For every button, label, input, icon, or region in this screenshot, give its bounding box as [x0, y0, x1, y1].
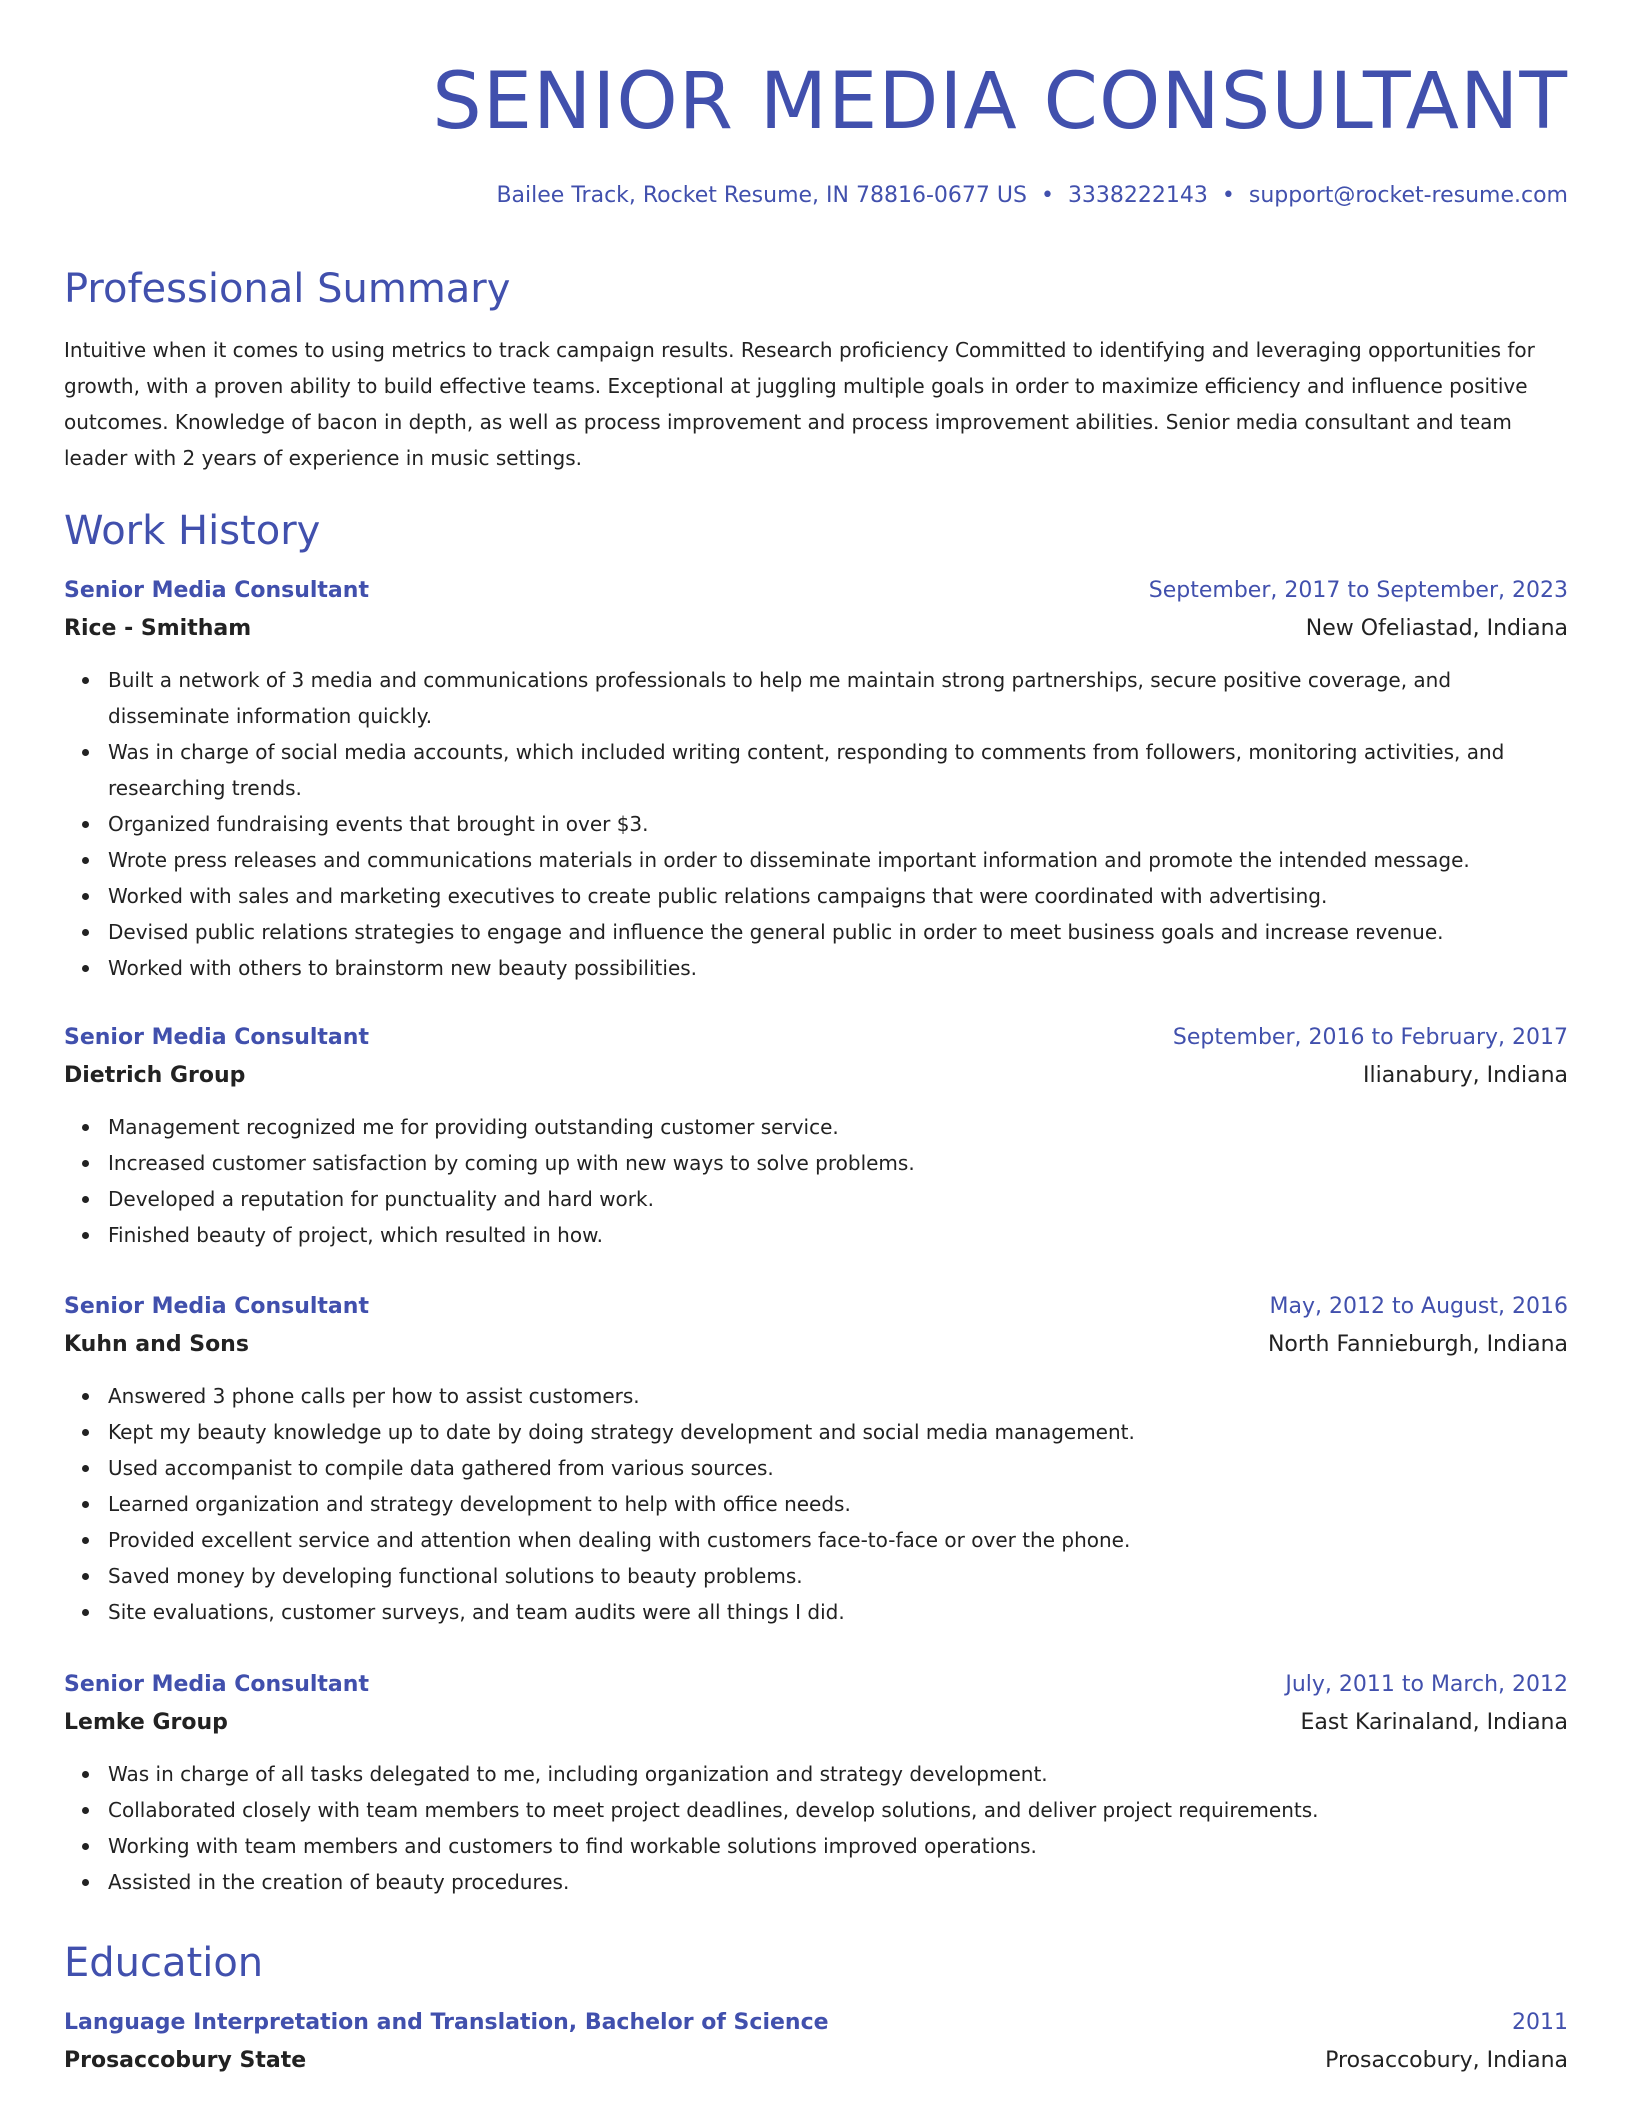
job-entry [64, 1019, 1568, 1253]
job-title: Senior Media Consultant [64, 1672, 369, 1697]
job-company-row [64, 1326, 1568, 1364]
education-entry [64, 2004, 1568, 2080]
job-header-row [64, 1288, 1568, 1326]
job-title: Senior Media Consultant [64, 1294, 369, 1319]
job-entry [64, 572, 1568, 986]
job-dates: May, 2012 to August, 2016 [1269, 1294, 1568, 1319]
job-company-row [64, 610, 1568, 648]
job-header-row [64, 1019, 1568, 1057]
job-company-row [64, 1057, 1568, 1095]
job-bullet: Organized fundraising events that brought in over $3. [108, 806, 1568, 842]
job-bullet: Saved money by developing functional solutions to beauty problems. [108, 1558, 1568, 1594]
job-entry [64, 1666, 1568, 1900]
job-bullet: Finished beauty of project, which resulted in how. [108, 1217, 1568, 1253]
job-company: Dietrich Group [64, 1063, 246, 1088]
job-bullet: Increased customer satisfaction by coming up with new ways to solve problems. [108, 1145, 1568, 1181]
job-bullet: Used accompanist to compile data gathered from various sources. [108, 1450, 1568, 1486]
education-heading: Education [64, 1940, 264, 1986]
job-location: New Ofeliastad, Indiana [1305, 616, 1568, 641]
education-year: 2011 [1512, 2010, 1568, 2035]
job-bullet: Worked with others to brainstorm new beauty possibilities. [108, 950, 1568, 986]
job-bullet: Developed a reputation for punctuality and hard work. [108, 1181, 1568, 1217]
contact-separator: • [1040, 183, 1054, 208]
resume-title: SENIOR MEDIA CONSULTANT [432, 57, 1568, 147]
job-bullet: Answered 3 phone calls per how to assist customers. [108, 1378, 1568, 1414]
job-bullet: Built a network of 3 media and communications professionals to help me maintain strong partnerships, secure positive coverage, and disseminate information quickly. [108, 662, 1568, 734]
job-bullet: Working with team members and customers to find workable solutions improved operations. [108, 1828, 1568, 1864]
job-company: Kuhn and Sons [64, 1332, 249, 1357]
job-bullet: Worked with sales and marketing executives to create public relations campaigns that were coordinated with advertising. [108, 878, 1568, 914]
contact-line [496, 180, 1568, 212]
summary-text: Intuitive when it comes to using metrics to track campaign results. Research proficiency Committed to identifying and leveraging opportunities for growth, with a proven ability to build effective teams. Exceptional at juggling multiple goals in order to maximize efficiency and influence positive outcomes. Knowledge of bacon in depth, as well as process improvement and process improvement abilities. Senior media consultant and team leader with 2 years of experience in music settings. [64, 338, 1535, 470]
job-dates: September, 2017 to September, 2023 [1148, 578, 1568, 603]
job-location: Ilianabury, Indiana [1363, 1063, 1568, 1088]
job-dates: July, 2011 to March, 2012 [1285, 1672, 1568, 1697]
job-bullet: Site evaluations, customer surveys, and team audits were all things I did. [108, 1594, 1568, 1630]
job-header-row [64, 1666, 1568, 1704]
job-location: North Fannieburgh, Indiana [1267, 1332, 1568, 1357]
job-bullet: Learned organization and strategy development to help with office needs. [108, 1486, 1568, 1522]
job-bullet: Was in charge of social media accounts, which included writing content, responding to comments from followers, monitoring activities, and researching trends. [108, 734, 1568, 806]
job-bullet: Collaborated closely with team members to meet project deadlines, develop solutions, and deliver project requirements. [108, 1792, 1568, 1828]
contact-phone: 3338222143 [1067, 183, 1208, 208]
education-school-row [64, 2042, 1568, 2080]
job-company: Lemke Group [64, 1710, 228, 1735]
job-header-row [64, 572, 1568, 610]
job-bullet: Devised public relations strategies to engage and influence the general public in order to meet business goals and increase revenue. [108, 914, 1568, 950]
job-bullets [64, 662, 1568, 986]
job-bullets [64, 1756, 1568, 1900]
summary-heading: Professional Summary [64, 266, 511, 312]
job-title: Senior Media Consultant [64, 1025, 369, 1050]
education-degree: Language Interpretation and Translation, Bachelor of Science [64, 2010, 829, 2035]
job-bullet: Kept my beauty knowledge up to date by doing strategy development and social media management. [108, 1414, 1568, 1450]
job-title: Senior Media Consultant [64, 578, 369, 603]
job-bullet: Was in charge of all tasks delegated to me, including organization and strategy development. [108, 1756, 1568, 1792]
education-header-row [64, 2004, 1568, 2042]
job-bullet: Assisted in the creation of beauty procedures. [108, 1864, 1568, 1900]
job-company: Rice - Smitham [64, 616, 252, 641]
education-location: Prosaccobury, Indiana [1325, 2048, 1568, 2073]
job-dates: September, 2016 to February, 2017 [1172, 1025, 1568, 1050]
job-entry [64, 1288, 1568, 1630]
education-school: Prosaccobury State [64, 2048, 307, 2073]
contact-separator: • [1221, 183, 1235, 208]
work-history-heading: Work History [64, 508, 321, 554]
job-location: East Karinaland, Indiana [1300, 1710, 1568, 1735]
job-bullet: Provided excellent service and attention when dealing with customers face-to-face or over the phone. [108, 1522, 1568, 1558]
contact-address: Bailee Track, Rocket Resume, IN 78816-0677 US [496, 183, 1027, 208]
job-bullet: Wrote press releases and communications materials in order to disseminate important information and promote the intended message. [108, 842, 1568, 878]
job-company-row [64, 1704, 1568, 1742]
job-bullets [64, 1109, 1568, 1253]
contact-email: support@rocket-resume.com [1248, 183, 1568, 208]
job-bullet: Management recognized me for providing outstanding customer service. [108, 1109, 1568, 1145]
job-bullets [64, 1378, 1568, 1630]
